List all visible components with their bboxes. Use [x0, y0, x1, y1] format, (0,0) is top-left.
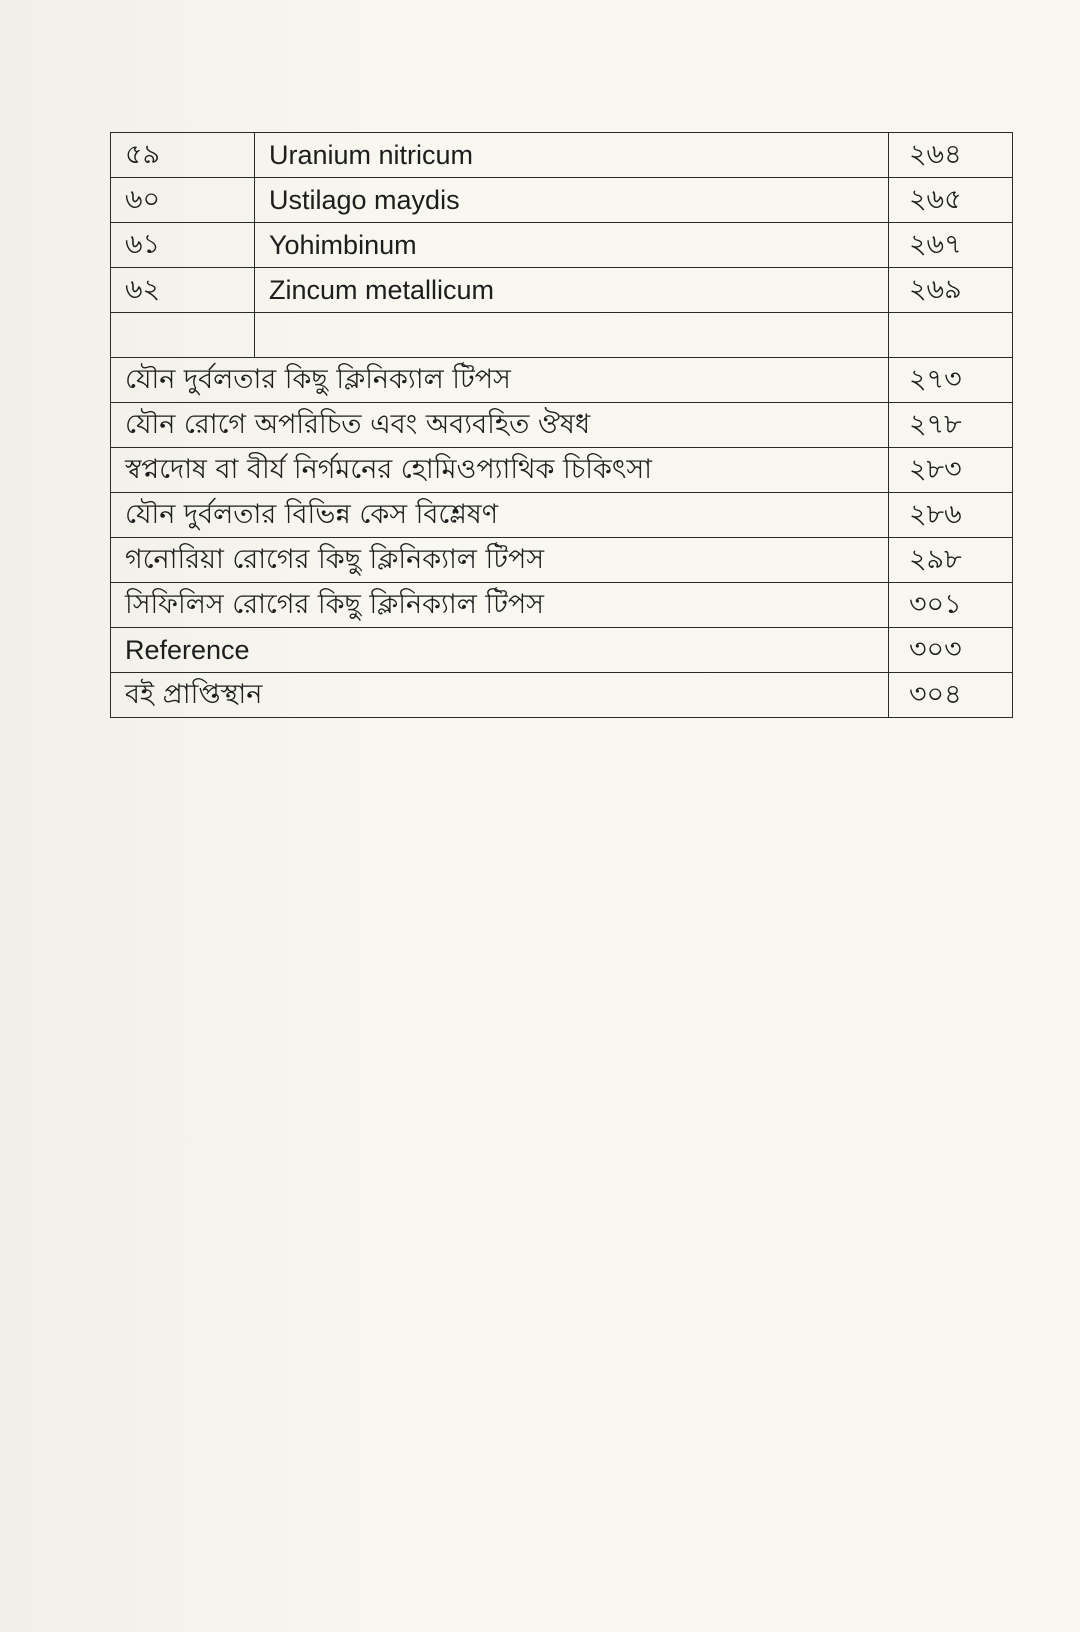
table-row	[111, 403, 1013, 448]
section-page: ২৭৩	[889, 358, 1013, 403]
table-row	[111, 358, 1013, 403]
section-page: ২৭৮	[889, 403, 1013, 448]
entry-number: ৬০	[111, 178, 255, 223]
table-row	[111, 493, 1013, 538]
table-row	[111, 268, 1013, 313]
section-title: সিফিলিস রোগের কিছু ক্লিনিক্যাল টিপস	[111, 583, 889, 628]
table-row	[111, 673, 1013, 718]
entry-title: Uranium nitricum	[255, 133, 889, 178]
entry-number: ৫৯	[111, 133, 255, 178]
entry-title: Ustilago maydis	[255, 178, 889, 223]
table-of-contents	[110, 132, 1013, 718]
section-title: যৌন দুর্বলতার বিভিন্ন কেস বিশ্লেষণ	[111, 493, 889, 538]
section-page: ৩০৩	[889, 628, 1013, 673]
section-title: গনোরিয়া রোগের কিছু ক্লিনিক্যাল টিপস	[111, 538, 889, 583]
entry-title: Zincum metallicum	[255, 268, 889, 313]
table-row-empty	[111, 313, 1013, 358]
table-row	[111, 538, 1013, 583]
entry-number: ৬২	[111, 268, 255, 313]
entry-number: ৬১	[111, 223, 255, 268]
section-page: ২৮৬	[889, 493, 1013, 538]
entry-page: ২৬৯	[889, 268, 1013, 313]
table-row	[111, 583, 1013, 628]
section-page: ৩০৪	[889, 673, 1013, 718]
section-page: ২৮৩	[889, 448, 1013, 493]
entry-page: ২৬৭	[889, 223, 1013, 268]
table-row	[111, 223, 1013, 268]
entry-number	[111, 313, 255, 358]
entry-title	[255, 313, 889, 358]
section-page: ৩০১	[889, 583, 1013, 628]
entry-page	[889, 313, 1013, 358]
section-title: Reference	[111, 628, 889, 673]
section-title: যৌন রোগে অপরিচিত এবং অব্যবহিত ঔষধ	[111, 403, 889, 448]
table-row	[111, 448, 1013, 493]
entry-page: ২৬৪	[889, 133, 1013, 178]
table-row	[111, 178, 1013, 223]
section-title: বই প্রাপ্তিস্থান	[111, 673, 889, 718]
section-page: ২৯৮	[889, 538, 1013, 583]
section-title: স্বপ্নদোষ বা বীর্য নির্গমনের হোমিওপ্যাথিক চিকিৎসা	[111, 448, 889, 493]
section-title: যৌন দুর্বলতার কিছু ক্লিনিক্যাল টিপস	[111, 358, 889, 403]
entry-title: Yohimbinum	[255, 223, 889, 268]
table-row	[111, 133, 1013, 178]
table-row	[111, 628, 1013, 673]
entry-page: ২৬৫	[889, 178, 1013, 223]
